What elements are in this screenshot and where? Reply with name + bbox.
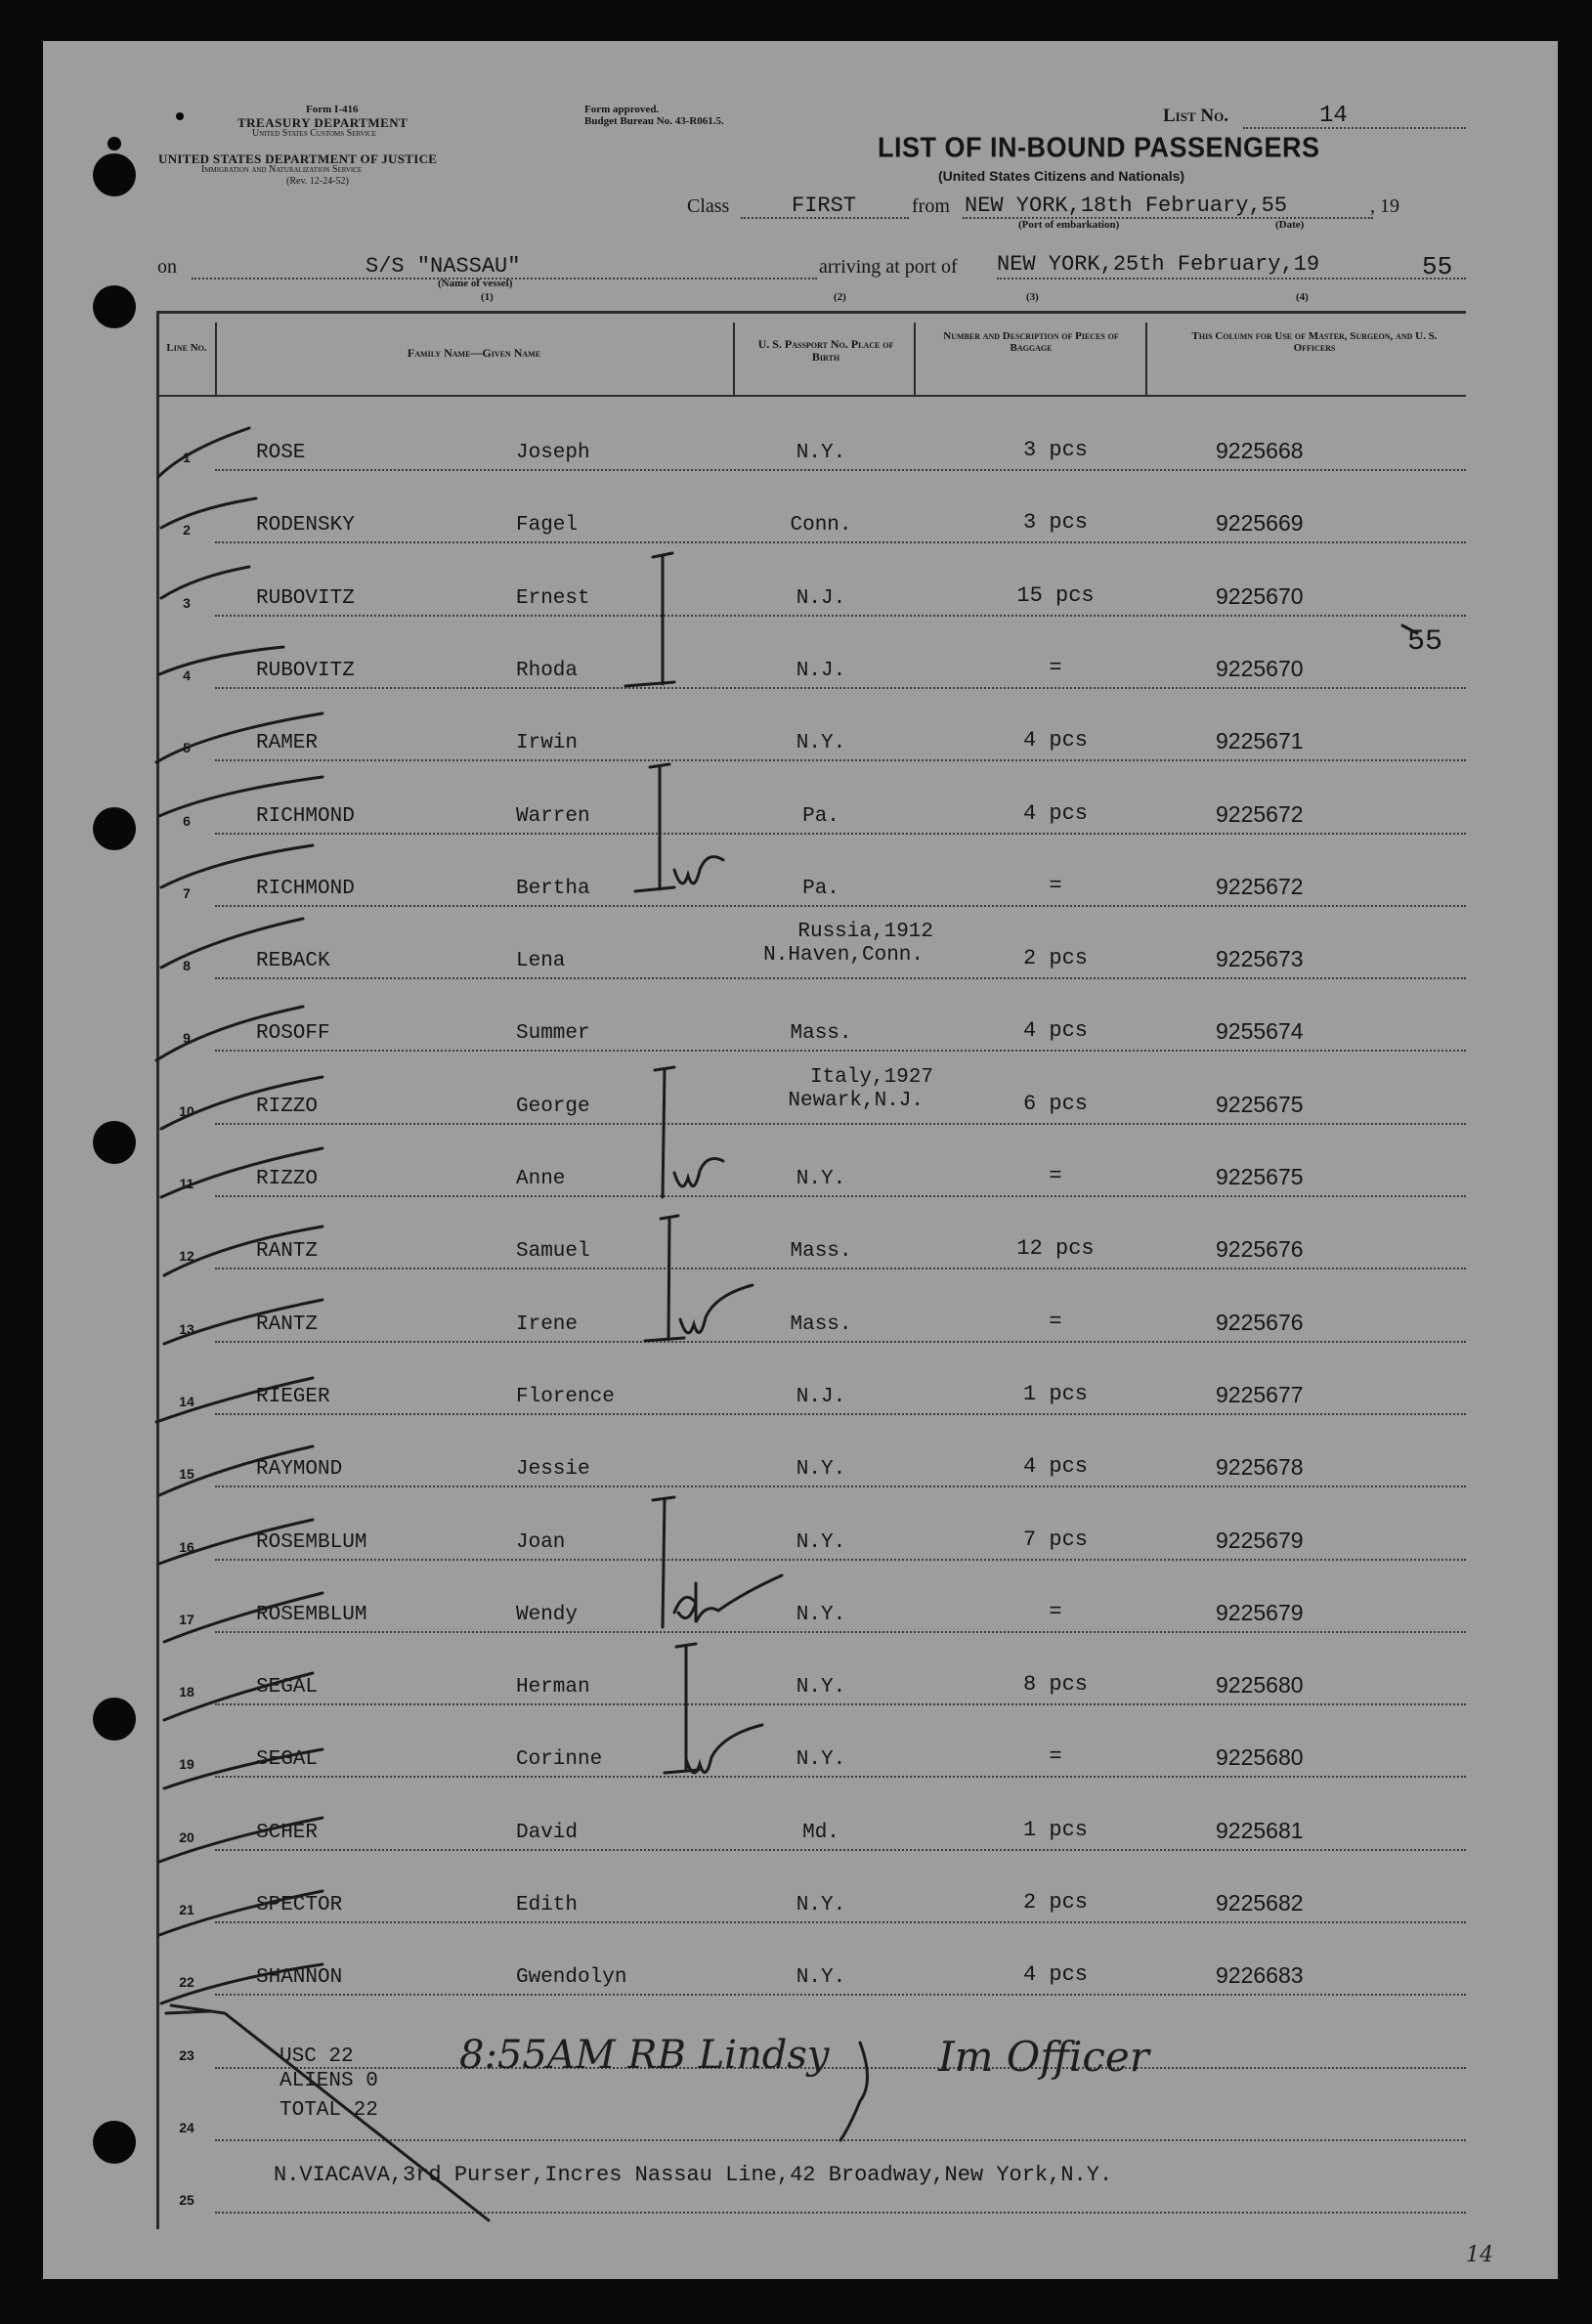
baggage: 3 pcs (1022, 438, 1088, 462)
birth-place: Mass. (790, 1022, 852, 1046)
officer-number: 9225679 (1216, 1527, 1304, 1553)
line-number: 3 (183, 594, 191, 611)
family-name: RIZZO (256, 1168, 319, 1190)
given-name: Fagel (516, 514, 579, 538)
baggage: = (1049, 1599, 1062, 1624)
birth-place: N.Y. (796, 732, 846, 755)
given-name: Irene (516, 1313, 579, 1336)
on-label: on (157, 256, 177, 278)
list-no-value: 14 (1319, 103, 1348, 129)
document-subtitle: (United States Citizens and Nationals) (938, 168, 1185, 184)
baggage: 1 pcs (1022, 1381, 1088, 1406)
baggage: = (1049, 873, 1062, 898)
baggage: 8 pcs (1022, 1672, 1088, 1698)
family-name: SCHER (256, 1821, 319, 1844)
dept-treasury: TREASURY DEPARTMENT (237, 115, 409, 130)
header-passport: U. S. Passport No. Place of Birth (757, 337, 894, 364)
corner-page-number: 14 (1466, 2243, 1493, 2267)
baggage: = (1049, 655, 1062, 680)
baggage: 4 pcs (1022, 1018, 1088, 1044)
budget-bureau: Budget Bureau No. 43-R061.5. (584, 115, 724, 127)
birth-place: N.J. (796, 586, 846, 610)
family-name: RAYMOND (256, 1458, 343, 1482)
line-number: 11 (179, 1176, 194, 1191)
baggage: 4 pcs (1022, 800, 1088, 826)
baggage: = (1049, 1309, 1062, 1334)
line-number: 23 (179, 2046, 194, 2063)
baggage: 3 pcs (1022, 510, 1088, 536)
birth-place: Md. (802, 1821, 839, 1844)
officer-number: 9225677 (1216, 1381, 1304, 1407)
given-name: George (516, 1095, 590, 1118)
officer-number: 9225676 (1216, 1236, 1304, 1263)
officer-number: 9225681 (1216, 1817, 1304, 1843)
birth-place: N.J. (796, 659, 846, 682)
class-label: Class (687, 195, 730, 217)
header-baggage: Number and Description of Pieces of Baggage (943, 330, 1119, 354)
line-number: 1 (183, 450, 191, 465)
birth-place: N.Y. (796, 1168, 846, 1190)
birth-place: N.Y. (796, 1966, 846, 1990)
baggage: 7 pcs (1022, 1527, 1088, 1552)
officer-number: 9225675 (1216, 1164, 1304, 1189)
birth-place: N.Y. (796, 1530, 846, 1554)
baggage: 1 pcs (1022, 1817, 1088, 1842)
birth-place: Conn. (790, 514, 852, 538)
line-number: 14 (179, 1393, 194, 1409)
baggage: = (1049, 1164, 1062, 1188)
birth-place: Pa. (802, 877, 839, 900)
given-name: Joan (516, 1530, 566, 1554)
birth-place: N.Y. (796, 1748, 846, 1772)
family-name: RUBOVITZ (256, 659, 355, 682)
given-name: Corinne (516, 1748, 603, 1772)
line-number: 19 (179, 1756, 194, 1773)
family-name: SHANNON (256, 1966, 343, 1990)
given-name: Irwin (516, 732, 579, 755)
from-label: from (912, 195, 950, 217)
birth-place: Italy,1927 (809, 1065, 933, 1089)
given-name: Bertha (516, 877, 590, 900)
form-number: Form I-416 (306, 104, 359, 115)
given-name: Anne (516, 1168, 566, 1190)
line-number: 12 (179, 1248, 194, 1265)
given-name: Summer (516, 1022, 590, 1046)
given-name: Joseph (516, 442, 590, 464)
date-caption: (Date) (1275, 219, 1305, 231)
class-value: FIRST (792, 194, 857, 218)
family-name: SEGAL (256, 1748, 319, 1772)
port-embark-caption: (Port of embarkation) (1018, 219, 1120, 231)
arriving-label: arriving at port of (819, 256, 958, 278)
dept-immigration: Immigration and Naturalization Service (201, 164, 363, 175)
baggage: 2 pcs (1022, 1890, 1088, 1915)
birth-place: N.Y. (796, 442, 846, 464)
line-number: 20 (179, 1829, 194, 1845)
family-name: SEGAL (256, 1676, 319, 1700)
given-name: Lena (516, 950, 566, 973)
officer-number: 9225670 (1216, 655, 1304, 681)
family-name: RICHMOND (256, 804, 355, 828)
birth-place: N.Y. (796, 1676, 846, 1700)
given-name: David (516, 1821, 579, 1844)
handwritten-officer: Im Officer (938, 2033, 1149, 2081)
line-number: 16 (179, 1538, 194, 1555)
family-name: RICHMOND (256, 877, 355, 900)
birth-place: Russia,1912 (797, 921, 933, 944)
line-number: 5 (183, 740, 191, 756)
baggage: 2 pcs (1022, 946, 1088, 971)
baggage: 6 pcs (1022, 1091, 1088, 1116)
officer-number: 9225671 (1216, 728, 1304, 754)
officer-number: 9225673 (1216, 946, 1304, 972)
line-number: 8 (183, 958, 191, 974)
col-3-caption: (3) (1026, 291, 1039, 303)
birth-place: N.Y. (796, 1894, 846, 1916)
line-number: 4 (183, 667, 191, 683)
summary-aliens: ALIENS 0 (280, 2070, 378, 2092)
officer-number: 9225670 (1216, 582, 1304, 609)
given-name: Wendy (516, 1603, 579, 1626)
given-name: Samuel (516, 1240, 590, 1264)
family-name: ROSE (256, 442, 306, 464)
family-name: RANTZ (256, 1240, 319, 1264)
col-2-caption: (2) (834, 291, 846, 303)
from-value: NEW YORK,18th February,55 (965, 194, 1288, 218)
given-name: Florence (516, 1385, 615, 1408)
birth-place-2: Newark,N.J. (788, 1089, 924, 1112)
birth-place: N.J. (796, 1385, 846, 1408)
year-19: , 19 (1370, 195, 1399, 217)
line-number: 18 (179, 1684, 194, 1700)
officer-number: 9225679 (1216, 1599, 1304, 1625)
baggage: = (1049, 1744, 1062, 1770)
line-number: 21 (179, 1902, 194, 1917)
officer-number: 9225676 (1216, 1309, 1304, 1335)
family-name: SPECTOR (256, 1894, 343, 1916)
officer-number: 9255674 (1216, 1018, 1304, 1045)
officer-number: 9225668 (1216, 438, 1304, 463)
family-name: RAMER (256, 732, 319, 755)
baggage: 12 pcs (1016, 1236, 1095, 1262)
line-number: 15 (179, 1466, 194, 1483)
dept-justice: UNITED STATES DEPARTMENT OF JUSTICE (158, 151, 438, 166)
given-name: Ernest (516, 586, 590, 610)
family-name: ROSOFF (256, 1022, 330, 1046)
line-number: 2 (183, 522, 191, 538)
form-approved: Form approved. (584, 104, 660, 115)
given-name: Edith (516, 1894, 579, 1916)
family-name: RUBOVITZ (256, 586, 355, 610)
arriving-year: 55 (1422, 252, 1453, 281)
family-name: ROSEMBLUM (256, 1530, 367, 1554)
document-title: LIST OF IN-BOUND PASSENGERS (878, 132, 1320, 163)
header-name: Family Name—Given Name (407, 346, 541, 360)
family-name: REBACK (256, 950, 330, 973)
given-name: Warren (516, 804, 590, 828)
list-no-label: List No. (1163, 106, 1228, 126)
officer-number: 9225672 (1216, 873, 1304, 899)
line-number: 10 (179, 1102, 194, 1119)
form-revision: (Rev. 12-24-52) (286, 176, 349, 187)
line-number: 22 (179, 1974, 194, 1991)
family-name: RANTZ (256, 1313, 319, 1336)
officer-number: 9225680 (1216, 1672, 1304, 1699)
margin-number: 55 (1407, 625, 1443, 659)
birth-place: N.Y. (796, 1603, 846, 1626)
officer-number: 9225682 (1216, 1890, 1304, 1915)
family-name: RODENSKY (256, 514, 355, 538)
given-name: Herman (516, 1676, 590, 1700)
baggage: 15 pcs (1016, 582, 1095, 608)
birth-place-2: N.Haven,Conn. (763, 944, 924, 968)
birth-place: Pa. (802, 804, 839, 828)
family-name: RIEGER (256, 1385, 330, 1408)
birth-place: N.Y. (796, 1458, 846, 1482)
officer-number: 9225678 (1216, 1454, 1304, 1481)
col-4-caption: (4) (1296, 291, 1309, 303)
baggage: 4 pcs (1022, 1962, 1088, 1988)
line-number: 17 (179, 1611, 194, 1627)
header-line-no: Line No. (166, 342, 207, 354)
line-number: 24 (179, 2119, 194, 2135)
header-officers: This Column for Use of Master, Surgeon, and U. S. Officers (1191, 330, 1438, 354)
handwritten-time-signature: 8:55AM RB Lindsy (459, 2033, 830, 2078)
family-name: ROSEMBLUM (256, 1603, 367, 1626)
officer-number: 9225669 (1216, 510, 1304, 537)
officer-number: 9225675 (1216, 1091, 1304, 1117)
officer-number: 9226683 (1216, 1962, 1304, 1989)
vessel-value: S/S "NASSAU" (366, 254, 521, 279)
officer-number: 9225672 (1216, 800, 1304, 827)
summary-total: TOTAL 22 (280, 2099, 378, 2122)
baggage: 4 pcs (1022, 728, 1088, 753)
col-1-caption: (1) (481, 291, 494, 303)
line-number: 13 (179, 1320, 194, 1337)
family-name: RIZZO (256, 1095, 319, 1118)
officer-number: 9225680 (1216, 1744, 1304, 1771)
line-number: 9 (183, 1030, 191, 1047)
arriving-value: NEW YORK,25th February,19 (997, 252, 1320, 277)
given-name: Gwendolyn (516, 1966, 627, 1990)
birth-place: Mass. (790, 1313, 852, 1336)
baggage: 4 pcs (1022, 1454, 1088, 1480)
line-number: 6 (183, 812, 191, 829)
summary-usc: USC 22 (280, 2045, 354, 2068)
line-number: 7 (183, 884, 191, 901)
purser-signer: N.VIACAVA,3rd Purser,Incres Nassau Line,42 Broadway,New York,N.Y. (274, 2163, 1113, 2187)
given-name: Rhoda (516, 659, 579, 682)
vessel-caption: (Name of vessel) (438, 278, 513, 289)
birth-place: Mass. (790, 1240, 852, 1264)
dept-customs: United States Customs Service (252, 128, 376, 139)
line-number: 25 (179, 2192, 194, 2209)
given-name: Jessie (516, 1458, 590, 1482)
